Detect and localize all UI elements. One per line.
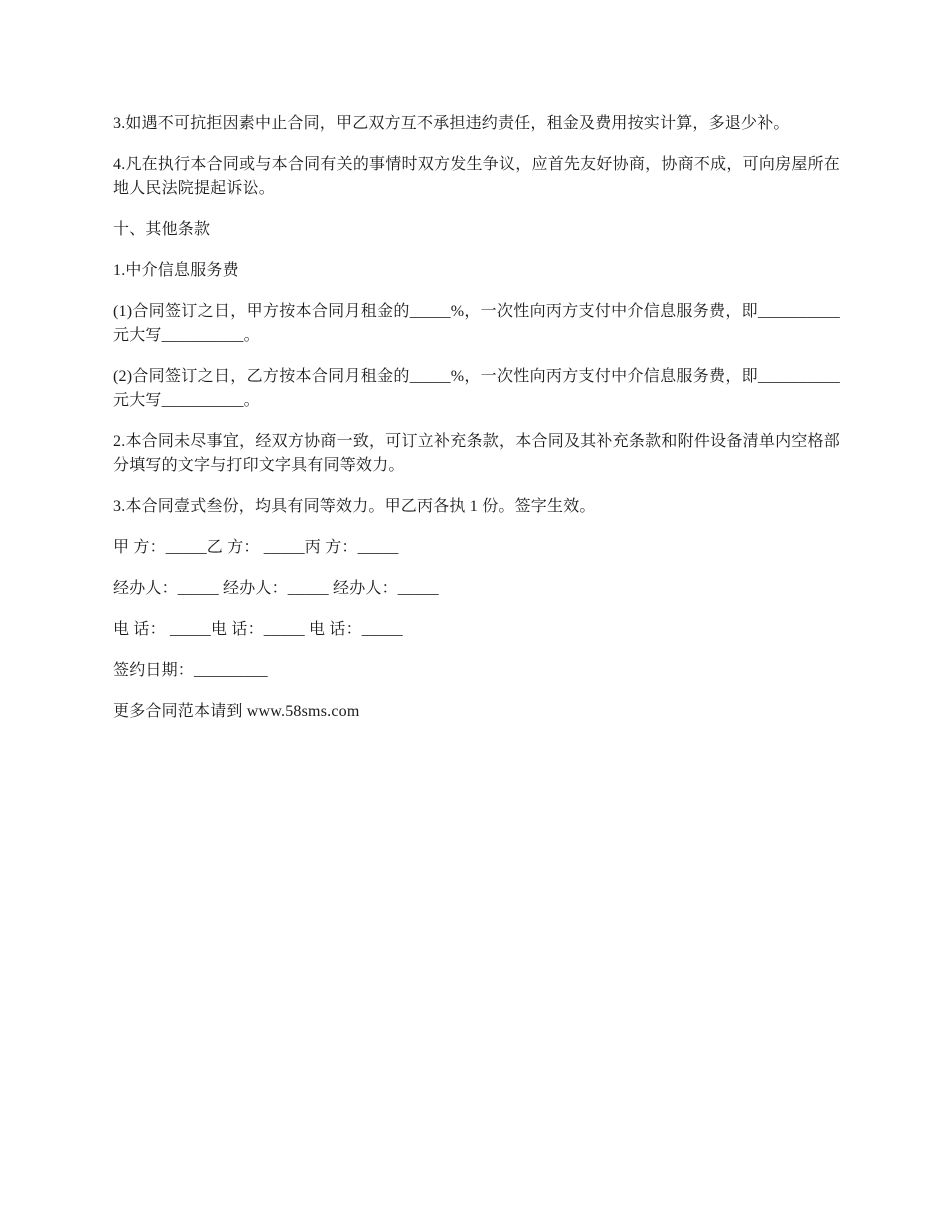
signature-phones-line: 电 话： _____电 话：_____ 电 话：_____ [113, 621, 403, 638]
clause-supplementary-terms: 2.本合同未尽事宜，经双方协商一致，可订立补充条款，本合同及其补充条款和附件设备清单内空格部分填写的文字与打印文字具有同等效力。 [113, 433, 840, 474]
signature-parties-line: 甲 方：_____乙 方： _____丙 方：_____ [113, 539, 399, 556]
clause-agency-fee-heading: 1.中介信息服务费 [113, 262, 239, 279]
signature-agents-line: 经办人：_____ 经办人：_____ 经办人：_____ [113, 580, 439, 597]
document-page [113, 112, 840, 741]
section-heading-other-terms: 十、其他条款 [113, 221, 211, 238]
clause-agency-fee-party-a: (1)合同签订之日，甲方按本合同月租金的_____%，一次性向丙方支付中介信息服务费，即__________元大写__________。 [113, 303, 840, 344]
clause-dispute-resolution: 4.凡在执行本合同或与本合同有关的事情时双方发生争议，应首先友好协商，协商不成，可向房屋所在地人民法院提起诉讼。 [113, 156, 840, 197]
signing-date-line: 签约日期：_________ [113, 662, 268, 679]
clause-force-majeure: 3.如遇不可抗拒因素中止合同，甲乙双方互不承担违约责任，租金及费用按实计算，多退少补。 [113, 115, 790, 132]
clause-copies: 3.本合同壹式叁份，均具有同等效力。甲乙丙各执 1 份。签字生效。 [113, 498, 596, 515]
clause-agency-fee-party-b: (2)合同签订之日，乙方按本合同月租金的_____%，一次性向丙方支付中介信息服务费，即__________元大写__________。 [113, 368, 840, 409]
footer-more-templates: 更多合同范本请到 www.58sms.com [113, 703, 360, 720]
